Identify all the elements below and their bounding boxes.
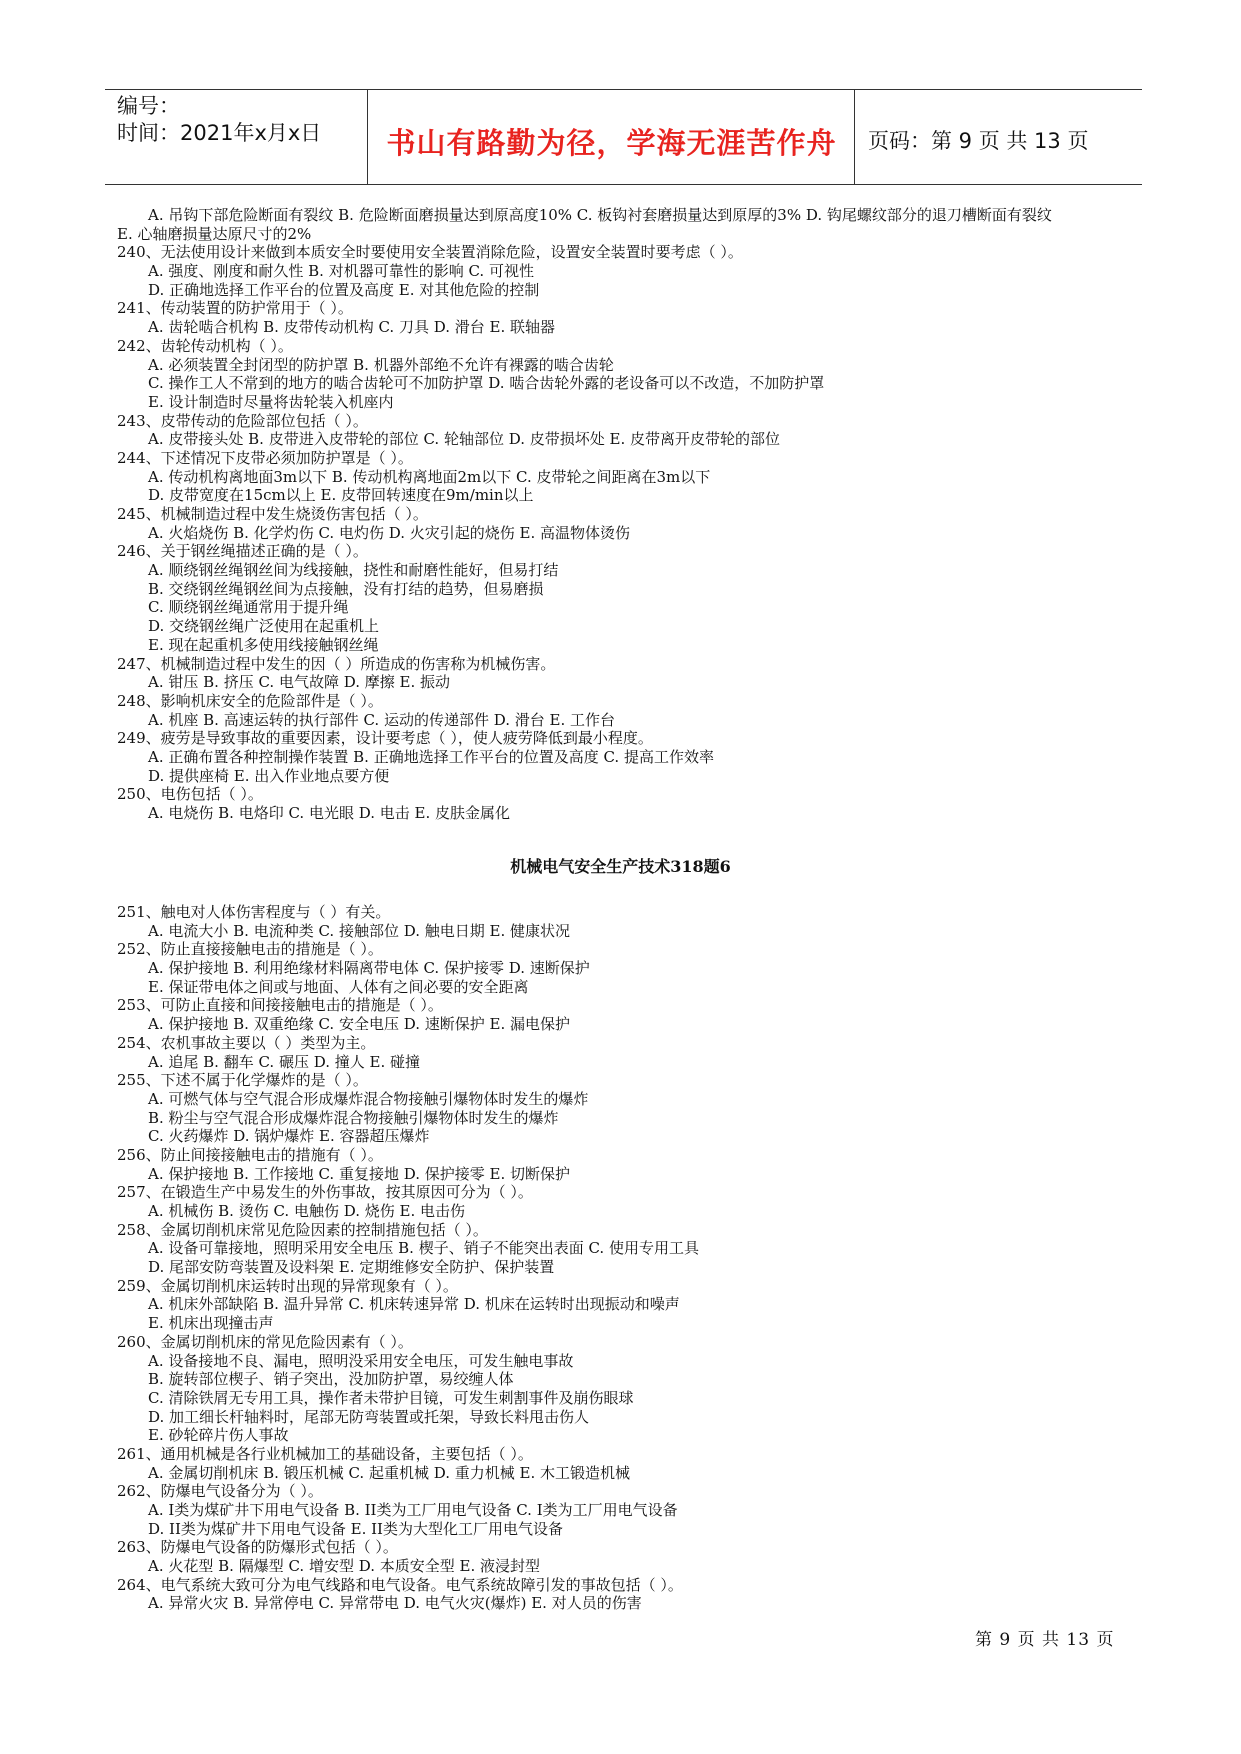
answer-options: E. 保证带电体之间或与地面、人体有之间必要的安全距离 <box>148 977 529 996</box>
answer-options: E. 机床出现撞击声 <box>148 1314 274 1333</box>
question-stem: 261、通用机械是各行业机械加工的基础设备，主要包括（ ）。 <box>117 1444 533 1463</box>
answer-options: A. 机座 B. 高速运转的执行部件 C. 运动的传递部件 D. 滑台 E. 工作台 <box>148 710 615 729</box>
question-stem: 248、影响机床安全的危险部件是（ ）。 <box>117 691 383 710</box>
answer-options: A. 顺绕钢丝绳钢丝间为线接触，挠性和耐磨性能好，但易打结 <box>148 561 559 580</box>
answer-options: A. 异常火灾 B. 异常停电 C. 异常带电 D. 电气火灾(爆炸) E. 对人员的伤害 <box>148 1594 642 1613</box>
answer-options: A. 电流大小 B. 电流种类 C. 接触部位 D. 触电日期 E. 健康状况 <box>148 921 570 940</box>
answer-options: E. 现在起重机多使用线接触钢丝绳 <box>148 635 379 654</box>
question-stem: 241、传动装置的防护常用于（ ）。 <box>117 299 353 318</box>
answer-options: A. 保护接地 B. 工作接地 C. 重复接地 D. 保护接零 E. 切断保护 <box>148 1164 570 1183</box>
answer-options: C. 操作工人不常到的地方的啮合齿轮可不加防护罩 D. 啮合齿轮外露的老设备可以不改造，不加防护罩 <box>148 374 825 393</box>
answer-options: A. 设备可靠接地，照明采用安全电压 B. 楔子、销子不能突出表面 C. 使用专用工具 <box>148 1239 699 1258</box>
answer-options: E. 心轴磨损量达原尺寸的2% <box>117 224 312 243</box>
question-stem: 260、金属切削机床的常见危险因素有（ ）。 <box>117 1332 413 1351</box>
answer-options: A. 火焰烧伤 B. 化学灼伤 C. 电灼伤 D. 火灾引起的烧伤 E. 高温物体烫伤 <box>148 523 630 542</box>
answer-options: C. 清除铁屑无专用工具，操作者未带护目镜，可发生刺割事件及崩伤眼球 <box>148 1388 634 1407</box>
answer-options: A. 皮带接头处 B. 皮带进入皮带轮的部位 C. 轮轴部位 D. 皮带损坏处 E. 皮带离开皮带轮的部位 <box>148 430 780 449</box>
question-stem: 256、防止间接接触电击的措施有（ ）。 <box>117 1145 383 1164</box>
question-stem: 250、电伤包括（ ）。 <box>117 785 263 804</box>
answer-options: D. 皮带宽度在15cm以上 E. 皮带回转速度在9m/min以上 <box>148 486 534 505</box>
answer-options: A. 可燃气体与空气混合形成爆炸混合物接触引爆物体时发生的爆炸 <box>148 1089 589 1108</box>
question-stem: 255、下述不属于化学爆炸的是（ ）。 <box>117 1071 368 1090</box>
answer-options: A. 强度、刚度和耐久性 B. 对机器可靠性的影响 C. 可视性 <box>148 262 534 281</box>
question-stem: 245、机械制造过程中发生烧烫伤害包括（ ）。 <box>117 505 428 523</box>
question-stem: 247、机械制造过程中发生的因（ ）所造成的伤害称为机械伤害。 <box>117 654 556 673</box>
answer-options: A. 机床外部缺陷 B. 温升异常 C. 机床转速异常 D. 机床在运转时出现振动和噪声 <box>148 1295 680 1314</box>
answer-options: A. 保护接地 B. 利用绝缘材料隔离带电体 C. 保护接零 D. 速断保护 <box>148 959 590 978</box>
answer-options: B. 粉尘与空气混合形成爆炸混合物接触引爆物体时发生的爆炸 <box>148 1108 559 1127</box>
answer-options: A. 火花型 B. 隔爆型 C. 增安型 D. 本质安全型 E. 液浸封型 <box>148 1557 540 1576</box>
answer-options: A. 必须装置全封闭型的防护罩 B. 机器外部绝不允许有裸露的啮合齿轮 <box>148 355 614 374</box>
answer-options: A. 金属切削机床 B. 锻压机械 C. 起重机械 D. 重力机械 E. 木工锻造机械 <box>148 1463 630 1482</box>
question-stem: 263、防爆电气设备的防爆形式包括（ ）。 <box>117 1538 398 1557</box>
question-stem: 257、在锻造生产中易发生的外伤事故，按其原因可分为（ ）。 <box>117 1183 533 1202</box>
header-page-code: 页码：第 9 页 共 13 页 <box>868 129 1089 153</box>
answer-options: B. 交绕钢丝绳钢丝间为点接触，没有打结的趋势，但易磨损 <box>148 579 544 598</box>
answer-options: A. 保护接地 B. 双重绝缘 C. 安全电压 D. 速断保护 E. 漏电保护 <box>148 1015 570 1034</box>
answer-options: C. 顺绕钢丝绳通常用于提升绳 <box>148 598 349 617</box>
question-stem: 249、疲劳是导致事故的重要因素，设计要考虑（ ），使人疲劳降低到最小程度。 <box>117 729 653 748</box>
question-stem: 251、触电对人体伤害程度与（ ）有关。 <box>117 903 391 921</box>
answer-options: E. 设计制造时尽量将齿轮装入机座内 <box>148 392 394 411</box>
question-stem: 252、防止直接接触电击的措施是（ ）。 <box>117 940 383 959</box>
question-stem: 258、金属切削机床常见危险因素的控制措施包括（ ）。 <box>117 1220 488 1239</box>
question-stem: 244、下述情况下皮带必须加防护罩是（ ）。 <box>117 448 413 467</box>
question-stem: 259、金属切削机床运转时出现的异常现象有（ ）。 <box>117 1276 458 1295</box>
answer-options: A. 追尾 B. 翻车 C. 碾压 D. 撞人 E. 碰撞 <box>148 1052 420 1071</box>
question-stem: 253、可防止直接和间接接触电击的措施是（ ）。 <box>117 996 443 1015</box>
answer-options: D. 交绕钢丝绳广泛使用在起重机上 <box>148 617 380 636</box>
question-stem: 243、皮带传动的危险部位包括（ ）。 <box>117 411 368 430</box>
document-number-label: 编号： <box>117 94 180 118</box>
page-footer: 第 9 页 共 13 页 <box>975 1630 1115 1650</box>
answer-options: D. 尾部安防弯装置及设料架 E. 定期维修安全防护、保护装置 <box>148 1258 555 1277</box>
question-block-1 <box>117 206 1147 823</box>
document-time-label: 时间：2021年x月x日 <box>117 121 322 145</box>
header-motto-cell <box>369 90 855 184</box>
answer-options: A. 吊钩下部危险断面有裂纹 B. 危险断面磨损量达到原高度10% C. 板钩衬套磨损量达到原厚的3% D. 钩尾螺纹部分的退刀槽断面有裂纹 <box>148 206 1052 224</box>
answer-options: A. 设备接地不良、漏电，照明没采用安全电压，可发生触电事故 <box>148 1351 574 1370</box>
answer-options: A. 钳压 B. 挤压 C. 电气故障 D. 摩擦 E. 振动 <box>148 673 450 692</box>
question-stem: 262、防爆电气设备分为（ ）。 <box>117 1482 323 1501</box>
header-meta-cell <box>105 90 368 184</box>
header-motto: 书山有路勤为径，学海无涯苦作舟 <box>386 126 837 160</box>
answer-options: A. 电烧伤 B. 电烙印 C. 电光眼 D. 电击 E. 皮肤金属化 <box>148 804 510 822</box>
answer-options: A. 正确布置各种控制操作装置 B. 正确地选择工作平台的位置及高度 C. 提高工作效率 <box>148 747 714 766</box>
answer-options: C. 火药爆炸 D. 锅炉爆炸 E. 容器超压爆炸 <box>148 1127 430 1146</box>
header-page-cell <box>856 90 1142 184</box>
question-block-2 <box>117 903 1147 1613</box>
answer-options: A. 齿轮啮合机构 B. 皮带传动机构 C. 刀具 D. 滑台 E. 联轴器 <box>148 318 555 337</box>
question-stem: 254、农机事故主要以（ ）类型为主。 <box>117 1033 376 1052</box>
question-stem: 246、关于钢丝绳描述正确的是（ ）。 <box>117 542 368 561</box>
answer-options: A. I类为煤矿井下用电气设备 B. II类为工厂用电气设备 C. I类为工厂用电气设备 <box>148 1501 678 1519</box>
answer-options: E. 砂轮碎片伤人事故 <box>148 1426 289 1445</box>
question-stem: 264、电气系统大致可分为电气线路和电气设备。电气系统故障引发的事故包括（ ）。 <box>117 1575 683 1594</box>
question-stem: 242、齿轮传动机构（ ）。 <box>117 336 293 355</box>
answer-options: A. 传动机构离地面3m以下 B. 传动机构离地面2m以下 C. 皮带轮之间距离在3m以下 <box>148 467 711 486</box>
answer-options: D. 提供座椅 E. 出入作业地点要方便 <box>148 766 390 785</box>
answer-options: D. 正确地选择工作平台的位置及高度 E. 对其他危险的控制 <box>148 280 540 299</box>
answer-options: A. 机械伤 B. 烫伤 C. 电触伤 D. 烧伤 E. 电击伤 <box>148 1202 465 1220</box>
answer-options: D. II类为煤矿井下用电气设备 E. II类为大型化工厂用电气设备 <box>148 1519 563 1538</box>
answer-options: D. 加工细长杆轴料时，尾部无防弯装置或托架，导致长料甩击伤人 <box>148 1407 590 1426</box>
question-stem: 240、无法使用设计来做到本质安全时要使用安全装置消除危险，设置安全装置时要考虑（ ）。 <box>117 243 743 262</box>
section-title: 机械电气安全生产技术318题6 <box>510 857 731 876</box>
answer-options: B. 旋转部位楔子、销子突出，没加防护罩，易绞缠人体 <box>148 1370 514 1389</box>
page-header <box>105 89 1142 185</box>
